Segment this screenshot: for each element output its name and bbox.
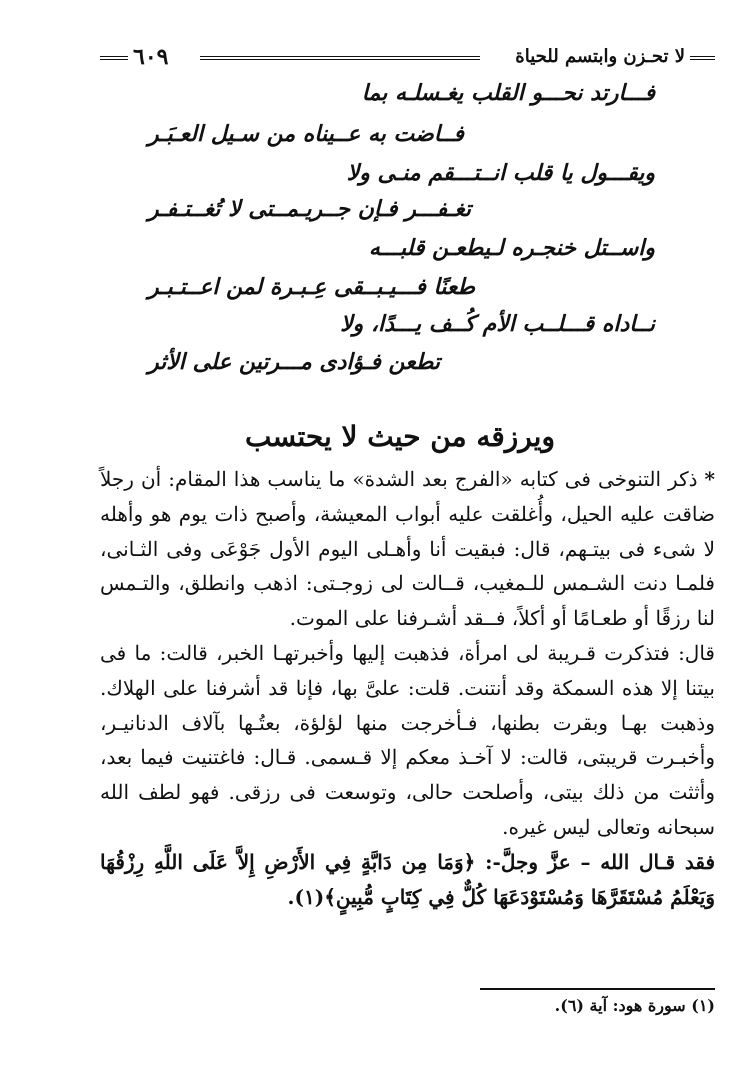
section-title: ويرزقه من حيث لا يحتسب (245, 420, 555, 453)
poem-verse-4: تغـفـــر فـإن جــريـمــتى لا تُغــتـفـر (148, 196, 471, 222)
paragraph-3-intro: فقد قـال الله – عزَّ وجلَّ-: (475, 849, 716, 874)
paragraph-3 (100, 845, 715, 915)
poem-verse-3: ويقـــول يا قلب انــتـــقم منـى ولا (346, 160, 655, 186)
poem-verse-2: فــاضت به عــيناه من سـيل العـبَـر (148, 121, 464, 147)
footnote: (١) سورة هود: آية (٦). (554, 996, 715, 1015)
quran-verse: ﴿وَمَا مِن دَابَّةٍ فِي الأَرْضِ إِلاَّ عَلَى اللَّهِ رِزْقُهَا وَيَعْلَمُ مُسْتَقَرَّهَا وَمُسْتَوْدَعَهَا كُلٌّ فِي كِتَابٍ مُّبِينٍ﴾ (100, 849, 715, 909)
paragraph-2: قال: فتذكرت قـريبة لى امرأة، فذهبت إليها وأخبرتهـا الخبر، قالت: ما فى بيتنا إلا هذه السمكة وقد أنتنت. قلت: علىَّ بها، فإنا قد أشرفنا على الهلاك. وذهبت بهـا وبقرت بطنها، فـأخرجت منها لؤلؤة، بعتُـها بآلاف الدنانيـر، وأخبـرت قريبتى، قالت: لا آخـذ معكم إلا قـسمى. قـال: فاغتنيت فيما بعد، وأثثت من ذلك بيتى، وأصلحت حالى، وتوسعت فى رزقى. فهو لطف الله سبحانه وتعالى ليس غيره. (100, 640, 715, 839)
footnote-ref: (١). (287, 884, 325, 909)
body-text (100, 462, 715, 914)
header-rule-left (100, 56, 128, 60)
paragraph-1 (100, 462, 715, 636)
poem-verse-5: واســتل خنجـره لـيطعـن قلبـــه (368, 235, 655, 261)
header-rule-right (690, 56, 715, 60)
paragraph-1-text: ذكر التنوخى فى كتابه «الفرج بعد الشدة» ما يناسب هذا المقام: أن رجلاً ضاقت عليه الحيل، وأُغلقت عليه أبواب المعيشة، وأصبح ذات يوم هو وأهله لا شىء فى بيتـهم، قال: فبقيت أنا وأهـلى اليوم الأول جَوْعَى وفى الثـانى، فلمـا دنت الشـمس للـمغيب، قــالت لى زوجـتى: اذهب وانطلق، والتـمس لنا رزقًا أو طعـامًا أو أكلاً، فــقد أشـرفنا على الموت. (100, 467, 715, 631)
page-number: ٦٠٩ (133, 44, 169, 70)
bullet-marker: * (704, 467, 715, 491)
poem-verse-6: طعنًا فـــيـبــقى عِـبـرة لمن اعــتـبـر (148, 274, 475, 300)
header-rule-middle (200, 56, 480, 60)
book-title: لا تحـزن وابتسم للحياة (515, 46, 685, 67)
page-header (95, 40, 715, 80)
poem-verse-7: نــاداه قـــلــب الأم كُــف يـــدًا، ولا (340, 311, 655, 337)
footnote-rule (480, 988, 715, 990)
poem-verse-1: فـــارتد نحـــو القلب يغـسلـه بما (361, 80, 655, 106)
poem-verse-8: تطعن فـؤادى مـــرتين على الأثر (148, 349, 441, 375)
